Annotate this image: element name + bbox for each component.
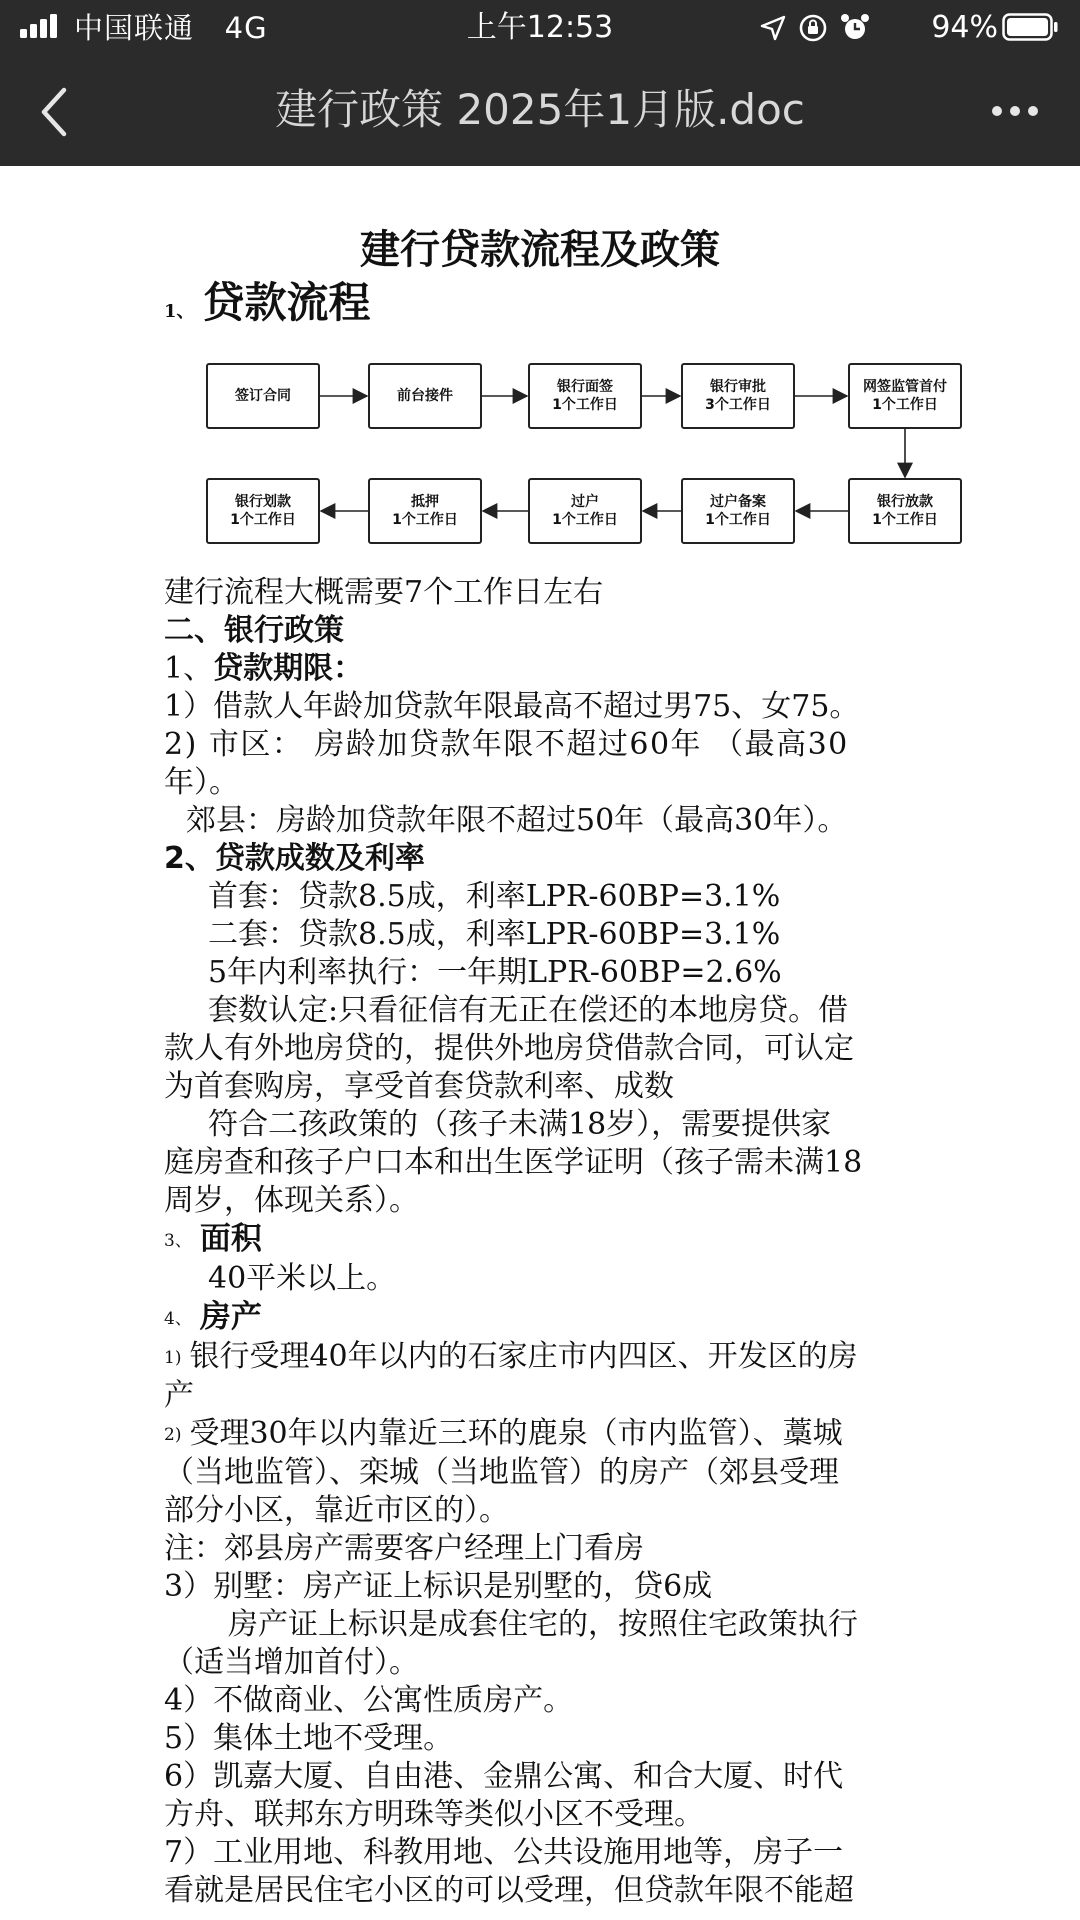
step-name: 过户 bbox=[571, 494, 599, 510]
flow-step-label bbox=[207, 493, 319, 529]
status-icons bbox=[760, 12, 870, 44]
paragraph: 7）工业用地、科教用地、公共设施用地等，房子一 bbox=[164, 1835, 844, 1870]
step-name: 银行放款 bbox=[877, 494, 933, 510]
step-time: 1个工作日 bbox=[552, 512, 618, 528]
subsection-heading bbox=[164, 1298, 924, 1338]
flow-step-label bbox=[849, 493, 961, 529]
item-text: 银行受理40年以内的石家庄市内四区、开发区的房 bbox=[189, 1339, 858, 1374]
top-bar bbox=[0, 0, 1080, 166]
section-heading-1 bbox=[164, 270, 371, 334]
paragraph: 符合二孩政策的（孩子未满18岁），需要提供家 bbox=[208, 1107, 832, 1142]
section-number: 1、 bbox=[164, 301, 195, 322]
paragraph: 庭房查和孩子户口本和出生医学证明（孩子需未满18 bbox=[164, 1145, 863, 1180]
paragraph: 4）不做商业、公寓性质房产。 bbox=[164, 1683, 574, 1718]
chevron-left-icon[interactable] bbox=[36, 86, 72, 138]
item-number: 1) bbox=[164, 1348, 182, 1368]
paragraph: 首套：贷款8.5成，利率LPR-60BP=3.1% bbox=[208, 879, 781, 914]
paragraph: 产 bbox=[164, 1378, 194, 1413]
paragraph: 郊县：房龄加贷款年限不超过50年（最高30年）。 bbox=[186, 803, 848, 838]
step-time: 1个工作日 bbox=[552, 397, 618, 413]
item-title: 面积 bbox=[199, 1221, 262, 1257]
paragraph: 3）别墅：房产证上标识是别墅的，贷6成 bbox=[164, 1569, 713, 1604]
paragraph: 部分小区，靠近市区的）。 bbox=[164, 1493, 509, 1528]
alarm-icon bbox=[840, 13, 870, 43]
note: 注：郊县房产需要客户经理上门看房 bbox=[164, 1531, 644, 1566]
carrier-name: 中国联通 bbox=[74, 11, 195, 45]
paragraph: 二套：贷款8.5成，利率LPR-60BP=3.1% bbox=[208, 917, 781, 952]
list-item bbox=[164, 1415, 924, 1454]
battery-icon bbox=[1002, 13, 1058, 41]
paragraph: 建行流程大概需要7个工作日左右 bbox=[164, 575, 604, 610]
flow-step-label bbox=[529, 493, 641, 529]
flow-step-label bbox=[682, 378, 794, 414]
step-time: 1个工作日 bbox=[705, 512, 771, 528]
step-time: 1个工作日 bbox=[392, 512, 458, 528]
doc-heading: 建行贷款流程及政策 bbox=[360, 227, 720, 273]
step-name: 网签监管首付 bbox=[863, 379, 947, 395]
clock: 上午12:53 bbox=[466, 10, 614, 45]
paragraph: 6）凯嘉大厦、自由港、金鼎公寓、和合大厦、时代 bbox=[164, 1759, 844, 1794]
item-text: 受理30年以内靠近三环的鹿泉（市内监管）、藁城 bbox=[189, 1416, 843, 1451]
paragraph: 40平米以上。 bbox=[208, 1261, 397, 1296]
step-name: 银行划款 bbox=[235, 494, 291, 510]
step-time: 1个工作日 bbox=[872, 512, 938, 528]
battery-percent: 94% bbox=[931, 10, 998, 45]
paragraph: 为首套购房，享受首套贷款利率、成数 bbox=[164, 1069, 674, 1104]
step-name: 抵押 bbox=[411, 494, 439, 510]
paragraph: 款人有外地房贷的，提供外地房贷借款合同，可认定 bbox=[164, 1031, 854, 1066]
network-type: 4G bbox=[224, 11, 268, 45]
loan-flowchart bbox=[200, 346, 970, 546]
document-title: 建行政策 2025年1月版.doc bbox=[275, 85, 805, 134]
item-number: 1、 bbox=[164, 651, 214, 686]
paragraph: 1）借款人年龄加贷款年限最高不超过男75、女75。 bbox=[164, 689, 860, 724]
subsection-heading: 2、贷款成数及利率 bbox=[164, 841, 425, 876]
step-time: 1个工作日 bbox=[230, 512, 296, 528]
document-text bbox=[164, 574, 924, 1910]
status-bar bbox=[0, 0, 1080, 56]
paragraph: 2) 市区： 房龄加贷款年限不超过60年 （最高30 bbox=[164, 727, 849, 762]
paragraph: （当地监管）、栾城（当地监管）的房产（郊县受理 bbox=[164, 1455, 839, 1490]
item-number: 4、 bbox=[164, 1309, 192, 1329]
step-name: 银行审批 bbox=[710, 379, 766, 395]
section-title: 贷款流程 bbox=[202, 278, 371, 327]
flow-step-label bbox=[529, 378, 641, 414]
more-horizontal-icon[interactable] bbox=[990, 98, 1040, 124]
paragraph: 5年内利率执行：一年期LPR-60BP=2.6% bbox=[208, 955, 782, 990]
paragraph: （适当增加首付）。 bbox=[164, 1645, 419, 1680]
step-name: 签订合同 bbox=[235, 388, 291, 404]
navigation-bar bbox=[0, 60, 1080, 166]
subsection-heading bbox=[164, 650, 924, 688]
step-name: 前台接件 bbox=[397, 388, 453, 404]
paragraph: 周岁，体现关系）。 bbox=[164, 1183, 419, 1218]
flow-step-label bbox=[849, 378, 961, 414]
paragraph: 套数认定:只看征信有无正在偿还的本地房贷。借 bbox=[208, 993, 849, 1028]
step-time: 1个工作日 bbox=[872, 397, 938, 413]
paragraph: 5）集体土地不受理。 bbox=[164, 1721, 454, 1756]
paragraph: 房产证上标识是成套住宅的，按照住宅政策执行 bbox=[228, 1607, 858, 1642]
item-title: 房产 bbox=[199, 1299, 262, 1335]
item-title: 贷款期限： bbox=[213, 651, 364, 686]
document-body[interactable] bbox=[0, 166, 1080, 1920]
step-name: 过户备案 bbox=[710, 494, 766, 510]
subsection-heading bbox=[164, 1220, 924, 1260]
paragraph: 方舟、联邦东方明珠等类似小区不受理。 bbox=[164, 1797, 704, 1832]
section-heading: 二、银行政策 bbox=[164, 613, 344, 648]
paragraph: 看就是居民住宅小区的可以受理，但贷款年限不能超 bbox=[164, 1873, 854, 1908]
item-number: 2) bbox=[164, 1425, 182, 1445]
step-name: 银行面签 bbox=[557, 379, 613, 395]
flow-step-label bbox=[207, 387, 319, 405]
list-item bbox=[164, 1338, 924, 1377]
item-number: 3、 bbox=[164, 1231, 192, 1251]
rotation-lock-icon bbox=[798, 13, 828, 43]
step-time: 3个工作日 bbox=[705, 397, 771, 413]
flow-step-label bbox=[682, 493, 794, 529]
location-arrow-icon bbox=[760, 15, 786, 41]
paragraph: 年）。 bbox=[164, 765, 239, 800]
flow-step-label bbox=[369, 387, 481, 405]
flow-step-label bbox=[369, 493, 481, 529]
